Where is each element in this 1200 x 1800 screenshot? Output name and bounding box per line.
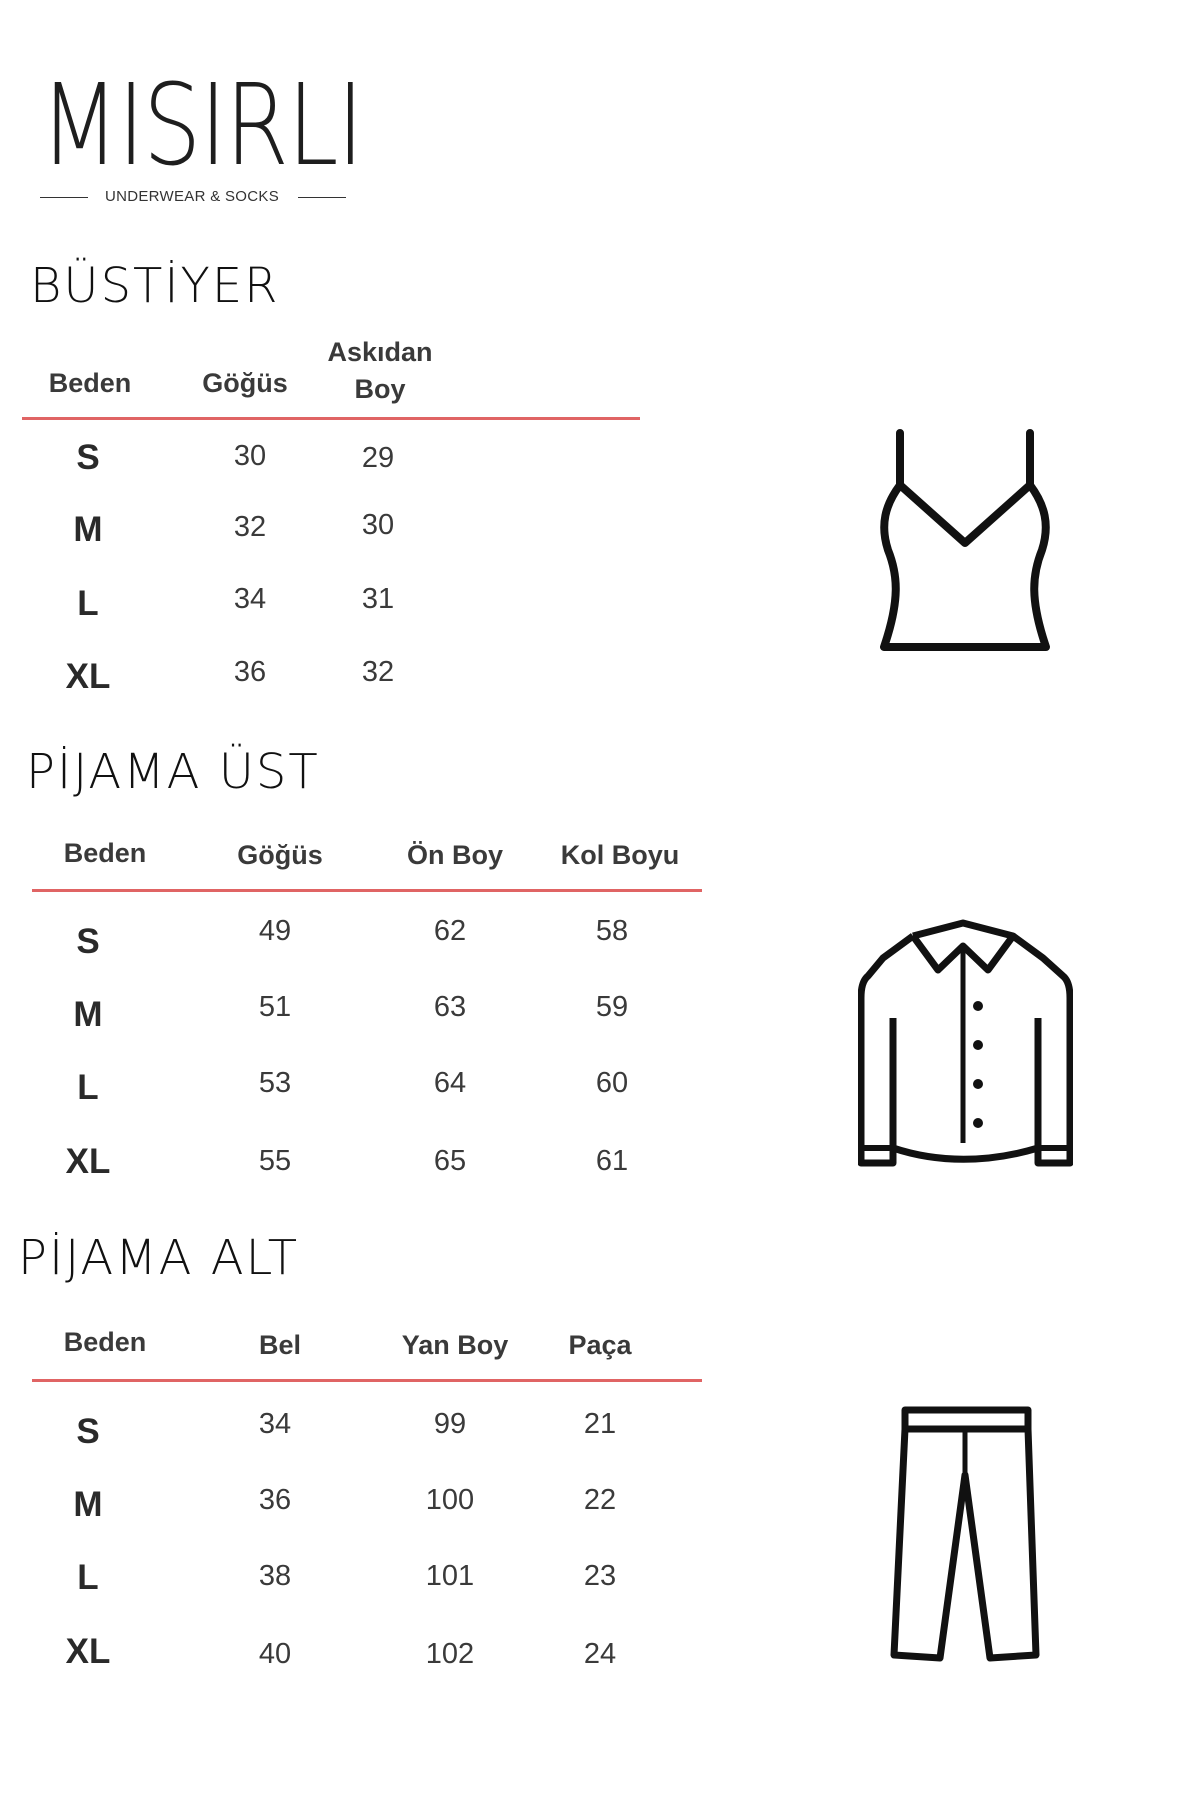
- tagline-right-line: [298, 197, 346, 198]
- table-cell: 38: [258, 1560, 292, 1592]
- table-cell: 49: [258, 915, 292, 947]
- table-cell: 100: [425, 1484, 475, 1516]
- table-cell: 64: [433, 1067, 467, 1099]
- table-cell: 36: [233, 656, 267, 688]
- table-cell: 51: [258, 991, 292, 1023]
- size-label: S: [76, 922, 100, 961]
- table-cell: 58: [595, 915, 629, 947]
- table-cell: 24: [583, 1638, 617, 1670]
- table-cell: 40: [258, 1638, 292, 1670]
- table-cell: 32: [361, 656, 395, 688]
- table-cell: 55: [258, 1145, 292, 1177]
- table-cell: 30: [233, 440, 267, 472]
- section-title-pijama-ust: PİJAMA ÜST: [26, 744, 320, 800]
- table-cell: 21: [583, 1408, 617, 1440]
- size-label: L: [77, 1068, 99, 1107]
- column-header: Askıdan Boy: [327, 337, 433, 404]
- column-header: Yan Boy: [401, 1330, 509, 1360]
- size-label: M: [73, 1485, 103, 1524]
- header-divider: [32, 1379, 702, 1382]
- trousers-icon: [890, 1405, 1040, 1667]
- table-cell: 62: [433, 915, 467, 947]
- table-cell: 31: [361, 583, 395, 615]
- column-header: Bel: [258, 1330, 302, 1360]
- table-cell: 30: [361, 509, 395, 541]
- table-cell: 99: [433, 1408, 467, 1440]
- table-cell: 36: [258, 1484, 292, 1516]
- brand-tagline: UNDERWEAR & SOCKS: [104, 188, 280, 205]
- table-cell: 53: [258, 1067, 292, 1099]
- table-cell: 61: [595, 1145, 629, 1177]
- size-label: M: [73, 995, 103, 1034]
- table-cell: 63: [433, 991, 467, 1023]
- column-header: Paça: [568, 1330, 632, 1360]
- column-header: Kol Boyu: [560, 840, 680, 870]
- table-cell: 59: [595, 991, 629, 1023]
- header-divider: [32, 889, 702, 892]
- brand-name: MISIRLI: [40, 61, 363, 191]
- size-label: S: [76, 438, 100, 477]
- column-header: Göğüs: [202, 368, 288, 398]
- table-cell: 34: [233, 583, 267, 615]
- column-header: Göğüs: [237, 840, 323, 870]
- brand-logo: [40, 61, 363, 216]
- section-title-pijama-alt: PİJAMA ALT: [18, 1230, 300, 1286]
- table-cell: 29: [361, 442, 395, 474]
- table-cell: 32: [233, 511, 267, 543]
- table-cell: 60: [595, 1067, 629, 1099]
- shirt-icon: [858, 918, 1073, 1170]
- table-cell: 23: [583, 1560, 617, 1592]
- column-header: Beden: [63, 1327, 147, 1357]
- size-label: S: [76, 1412, 100, 1451]
- column-header: Beden: [63, 838, 147, 868]
- size-label: XL: [65, 1632, 111, 1671]
- table-cell: 22: [583, 1484, 617, 1516]
- camisole-icon: [870, 425, 1060, 660]
- size-label: L: [77, 584, 99, 623]
- table-cell: 101: [425, 1560, 475, 1592]
- header-divider: [22, 417, 640, 420]
- table-cell: 102: [425, 1638, 475, 1670]
- size-label: XL: [65, 1142, 111, 1181]
- brand-tagline-row: [40, 188, 350, 208]
- size-label: XL: [65, 657, 111, 696]
- column-header: Beden: [48, 368, 132, 398]
- section-title-bustiyer: BÜSTİYER: [30, 258, 280, 314]
- table-cell: 34: [258, 1408, 292, 1440]
- tagline-left-line: [40, 197, 88, 198]
- table-cell: 65: [433, 1145, 467, 1177]
- size-label: L: [77, 1558, 99, 1597]
- size-label: M: [73, 510, 103, 549]
- column-header: Ön Boy: [406, 840, 503, 870]
